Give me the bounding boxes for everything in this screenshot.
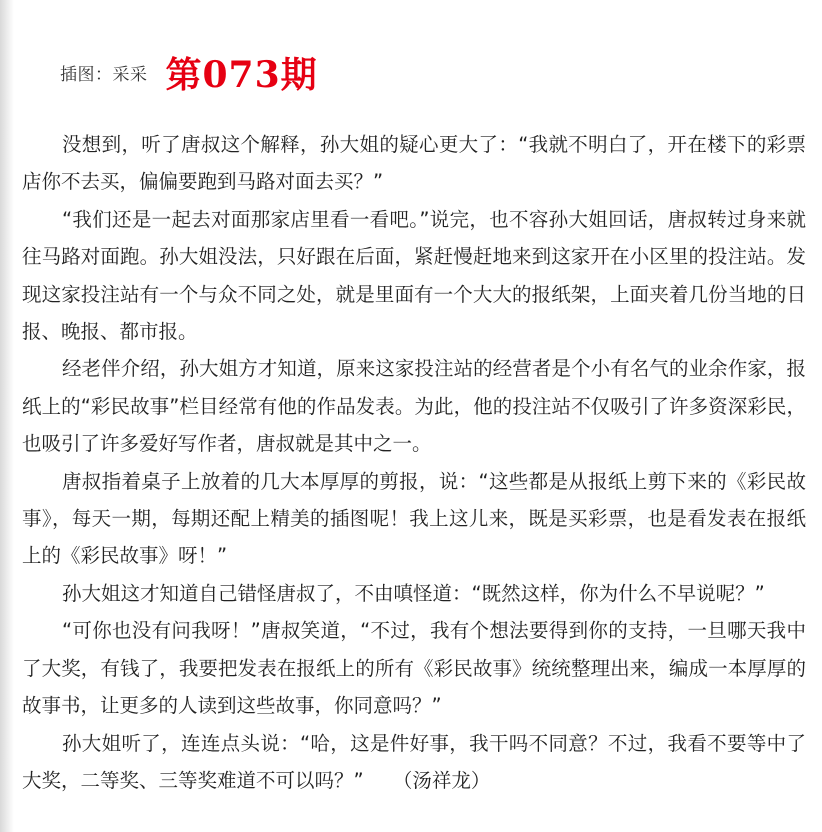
- paragraph: 唐叔指着桌子上放着的几大本厚厚的剪报，说：“这些都是从报纸上剪下来的《彩民故事》，每天一期，每期还配上精美的插图呢！我上这儿来，既是买彩票，也是看发表在报纸上的《彩民故事》呀！”: [22, 469, 806, 568]
- article-body: [22, 126, 806, 799]
- article-header: [60, 48, 318, 96]
- paragraph: 经老伴介绍，孙大姐方才知道，原来这家投注站的经营者是个小有名气的业余作家，报纸上的“彩民故事”栏目经常有他的作品发表。为此，他的投注站不仅吸引了许多资深彩民，也吸引了许多爱好写作者，唐叔就是其中之一。: [22, 357, 806, 456]
- issue-number: 第073期: [165, 53, 318, 96]
- paragraph: “可你也没有问我呀！”唐叔笑道，“不过，我有个想法要得到你的支持，一旦哪天我中了大奖，有钱了，我要把发表在报纸上的所有《彩民故事》统统整理出来，编成一本厚厚的故事书，让更多的人读到这些故事，你同意吗？”: [22, 619, 806, 718]
- paragraph: 孙大姐听了，连连点头说：“哈，这是件好事，我干吗不同意？不过，我看不要等中了大奖，二等奖、三等奖难道不可以吗？” （汤祥龙）: [22, 731, 806, 792]
- page-edge-shadow: [0, 0, 14, 832]
- paragraph: 没想到，听了唐叔这个解释，孙大姐的疑心更大了：“我就不明白了，开在楼下的彩票店你不去买，偏偏要跑到马路对面去买？”: [22, 133, 806, 194]
- illustration-credit: 插图：采采: [60, 64, 148, 85]
- paragraph: 孙大姐这才知道自己错怪唐叔了，不由嗔怪道：“既然这样，你为什么不早说呢？”: [61, 581, 765, 605]
- paragraph: “我们还是一起去对面那家店里看一看吧。”说完，也不容孙大姐回话，唐叔转过身来就往马路对面跑。孙大姐没法，只好跟在后面，紧赶慢赶地来到这家开在小区里的投注站。发现这家投注站有一个与众不同之处，就是里面有一个大大的报纸架，上面夹着几份当地的日报、晚报、都市报。: [22, 207, 806, 344]
